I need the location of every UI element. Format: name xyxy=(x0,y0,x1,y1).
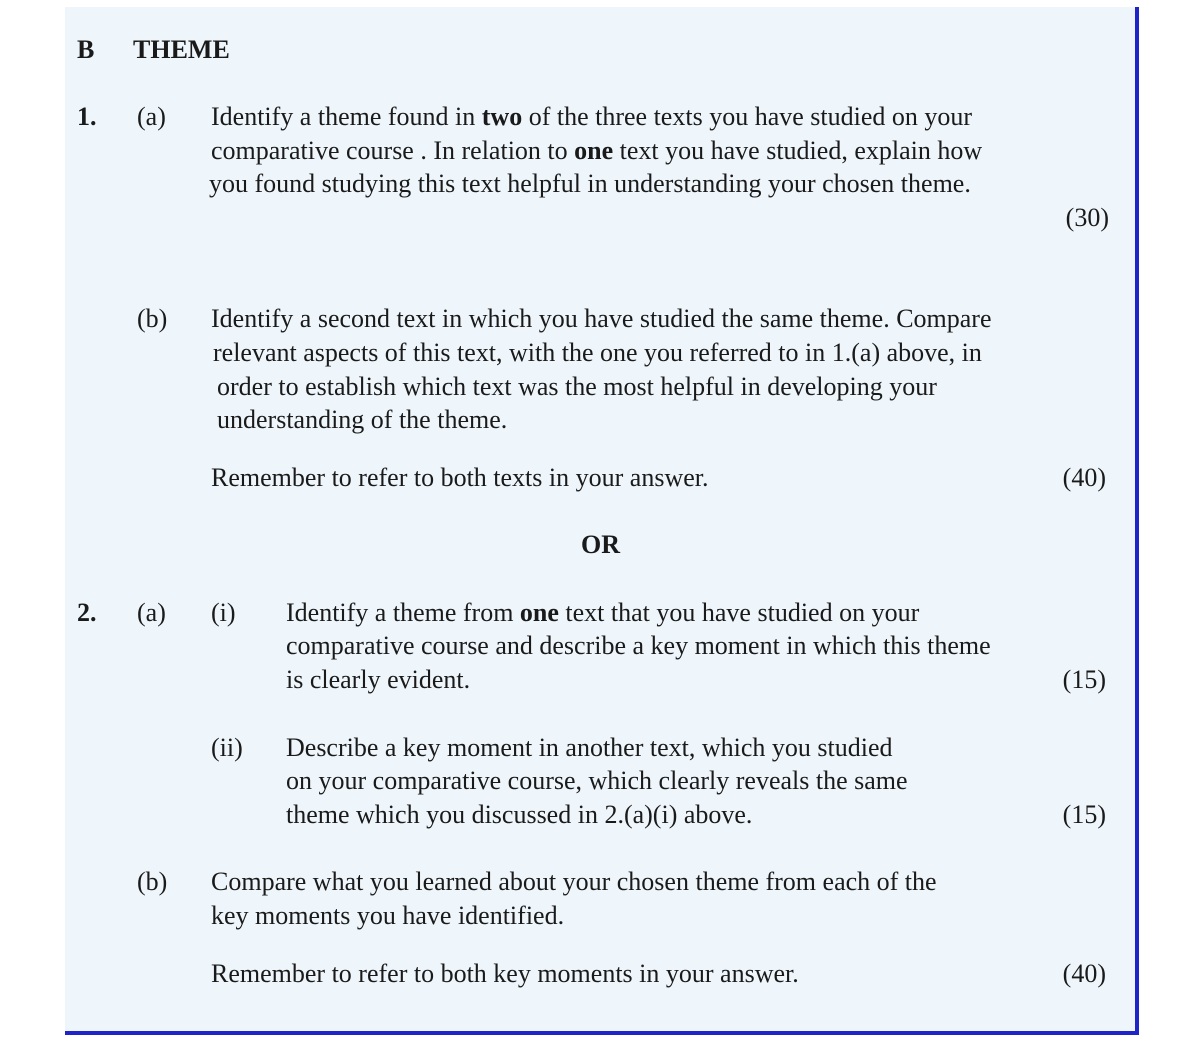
q1a-marks: (30) xyxy=(1065,203,1109,232)
q1a-line-2: comparative course . In relation to one text you have studied, explain how xyxy=(211,136,983,165)
q2ai-line-3: is clearly evident. xyxy=(286,665,471,694)
q2aii-marks: (15) xyxy=(1062,800,1106,829)
q2a-label: (a) xyxy=(137,598,166,627)
q1-number: 1. xyxy=(77,102,97,131)
q1b-line-2: relevant aspects of this text, with the one you referred to in 1.(a) above, in xyxy=(213,338,982,367)
q2b-remember: Remember to refer to both key moments in your answer. xyxy=(211,959,799,988)
q2ai-label: (i) xyxy=(211,598,236,627)
q1b-remember: Remember to refer to both texts in your answer. xyxy=(211,463,709,492)
q2b-label: (b) xyxy=(137,867,168,896)
q2aii-line-3: theme which you discussed in 2.(a)(i) above. xyxy=(286,800,753,829)
question-panel xyxy=(65,7,1139,1035)
q1b-line-1: Identify a second text in which you have studied the same theme. Compare xyxy=(211,304,992,333)
q1b-label: (b) xyxy=(137,304,168,333)
q1a-line-3: you found studying this text helpful in understanding your chosen theme. xyxy=(209,169,971,198)
q2ai-marks: (15) xyxy=(1062,665,1106,694)
section-title: THEME xyxy=(133,35,230,64)
q1a-label: (a) xyxy=(137,102,166,131)
q2b-marks: (40) xyxy=(1062,959,1106,988)
q2b-line-2: key moments you have identified. xyxy=(211,901,565,930)
q2aii-line-1: Describe a key moment in another text, which you studied xyxy=(286,733,893,762)
q1b-line-4: understanding of the theme. xyxy=(217,405,508,434)
q2aii-label: (ii) xyxy=(211,733,243,762)
q2ai-line-1: Identify a theme from one text that you have studied on your xyxy=(286,598,920,627)
q2ai-line-2: comparative course and describe a key moment in which this theme xyxy=(286,631,991,660)
q2aii-line-2: on your comparative course, which clearly reveals the same xyxy=(286,766,908,795)
q1a-line-1: Identify a theme found in two of the three texts you have studied on your xyxy=(211,102,973,131)
or-divider: OR xyxy=(581,530,620,559)
q1b-marks: (40) xyxy=(1062,463,1106,492)
q2-number: 2. xyxy=(77,598,97,627)
section-letter: B xyxy=(77,35,95,64)
q1b-line-3: order to establish which text was the most helpful in developing your xyxy=(217,372,937,401)
q2b-line-1: Compare what you learned about your chosen theme from each of the xyxy=(211,867,937,896)
